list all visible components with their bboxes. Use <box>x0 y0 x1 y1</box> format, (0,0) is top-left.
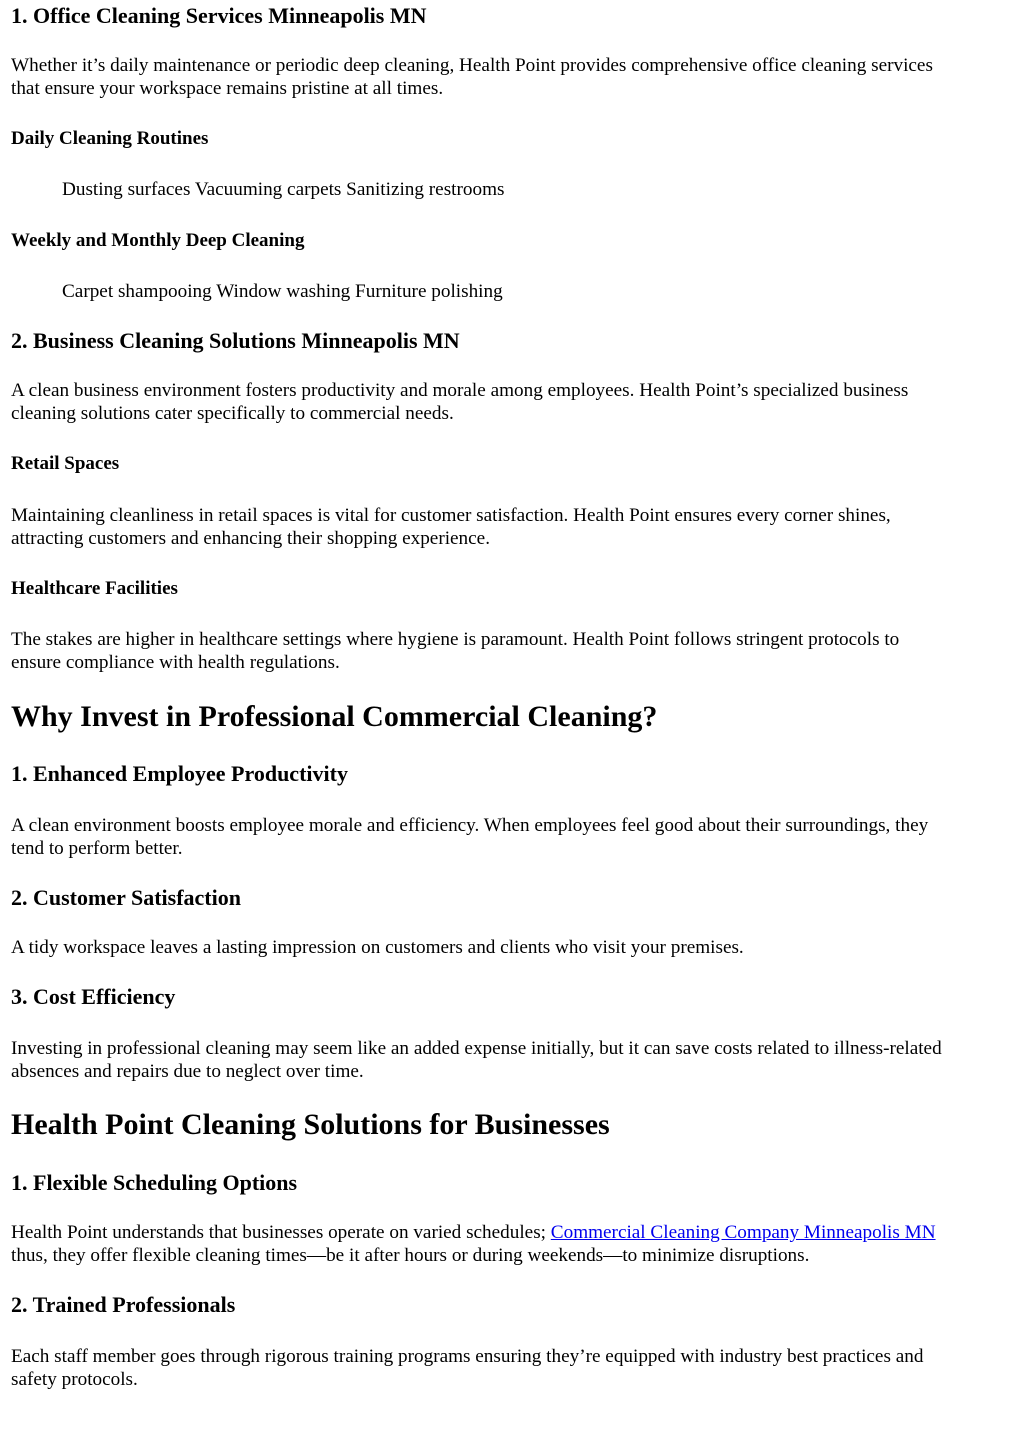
flexible-line-1-text: Health Point understands that businesses operate on varied schedules; <box>11 1222 551 1243</box>
trained-line-1: Each staff member goes through rigorous training programs ensuring they’re equipped with industry best practices and <box>11 1346 924 1367</box>
daily-cleaning-heading: Daily Cleaning Routines <box>11 128 209 149</box>
satisfaction-line-1: A tidy workspace leaves a lasting impression on customers and clients who visit your premises. <box>11 937 744 958</box>
deep-cleaning-items: Carpet shampooing Window washing Furniture polishing <box>62 281 503 302</box>
retail-spaces-heading: Retail Spaces <box>11 453 120 474</box>
flexible-line-2: thus, they offer flexible cleaning times—be it after hours or during weekends—to minimize disruptions. <box>11 1245 810 1266</box>
trained-professionals-heading: 2. Trained Professionals <box>11 1292 236 1317</box>
office-intro-line-2: that ensure your workspace remains pristine at all times. <box>11 78 444 99</box>
commercial-cleaning-link[interactable]: Commercial Cleaning Company Minneapolis MN <box>550 1222 936 1243</box>
business-cleaning-heading: 2. Business Cleaning Solutions Minneapolis MN <box>11 328 460 353</box>
cost-efficiency-heading: 3. Cost Efficiency <box>11 984 176 1009</box>
office-cleaning-heading: 1. Office Cleaning Services Minneapolis MN <box>11 3 427 28</box>
customer-satisfaction-heading: 2. Customer Satisfaction <box>11 885 241 910</box>
flexible-line-1 <box>11 1223 936 1242</box>
retail-line-1: Maintaining cleanliness in retail spaces is vital for customer satisfaction. Health Point ensures every corner shines, <box>11 505 891 526</box>
healthcare-line-2: ensure compliance with health regulations. <box>11 652 340 673</box>
office-intro-line-1: Whether it’s daily maintenance or periodic deep cleaning, Health Point provides comprehensive office cleaning services <box>11 55 933 76</box>
retail-line-2: attracting customers and enhancing their shopping experience. <box>11 528 490 549</box>
flexible-scheduling-heading: 1. Flexible Scheduling Options <box>11 1170 298 1195</box>
business-intro-line-2: cleaning solutions cater specifically to commercial needs. <box>11 403 454 424</box>
why-invest-heading: Why Invest in Professional Commercial Cleaning? <box>11 700 658 733</box>
cost-line-2: absences and repairs due to neglect over time. <box>11 1061 364 1082</box>
solutions-heading: Health Point Cleaning Solutions for Businesses <box>11 1108 610 1141</box>
productivity-line-1: A clean environment boosts employee morale and efficiency. When employees feel good about their surroundings, they <box>11 815 929 836</box>
deep-cleaning-heading: Weekly and Monthly Deep Cleaning <box>11 230 305 251</box>
daily-cleaning-items: Dusting surfaces Vacuuming carpets Sanitizing restrooms <box>62 179 505 200</box>
healthcare-facilities-heading: Healthcare Facilities <box>11 578 178 599</box>
productivity-line-2: tend to perform better. <box>11 838 183 859</box>
cost-line-1: Investing in professional cleaning may seem like an added expense initially, but it can save costs related to illness-related <box>11 1038 942 1059</box>
trained-line-2: safety protocols. <box>11 1369 138 1390</box>
productivity-heading: 1. Enhanced Employee Productivity <box>11 761 348 786</box>
healthcare-line-1: The stakes are higher in healthcare settings where hygiene is paramount. Health Point follows stringent protocols to <box>11 629 900 650</box>
business-intro-line-1: A clean business environment fosters productivity and morale among employees. Health Point’s specialized business <box>11 380 909 401</box>
